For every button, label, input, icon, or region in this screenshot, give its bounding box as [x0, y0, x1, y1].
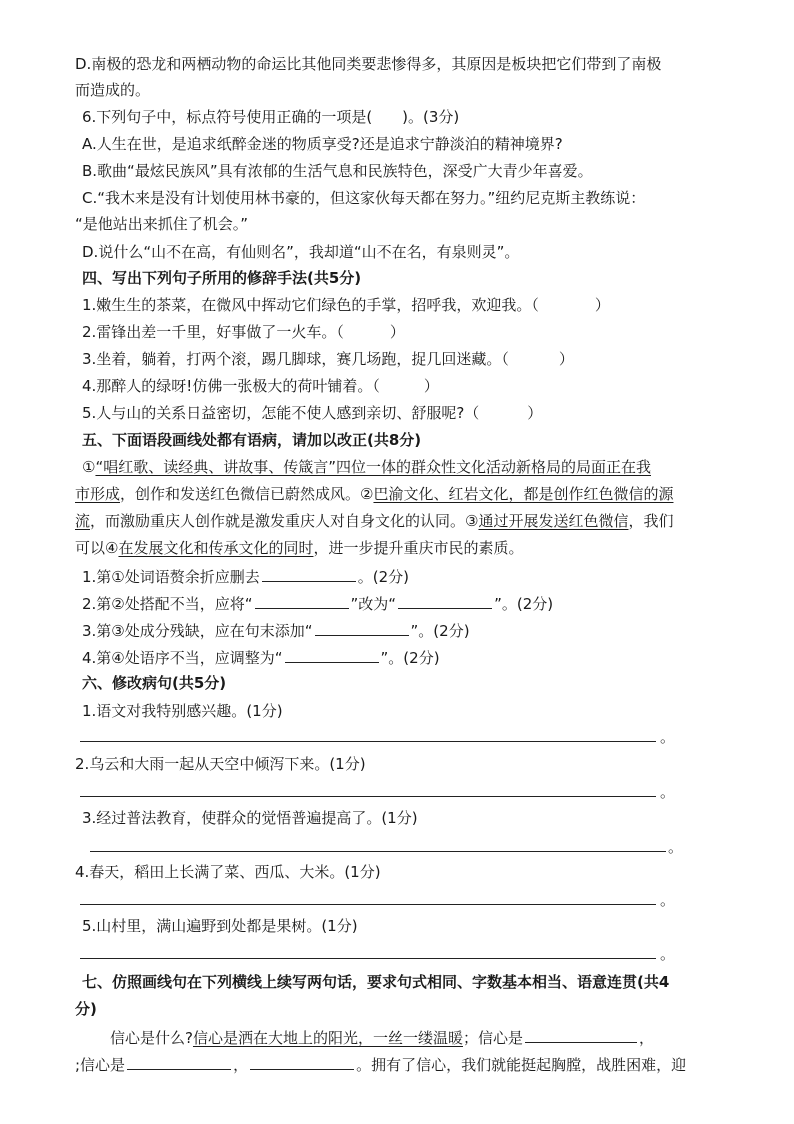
q6-option-c-line2: “是他站出来抓住了机会。” — [75, 215, 249, 233]
sec7-question: 信心是什么? — [110, 1029, 193, 1047]
sec6-end-mark-1: 。 — [660, 728, 676, 746]
sec5-q2-text-mid: ”改为“ — [350, 595, 397, 613]
sec4-item-5-close: ） — [527, 404, 543, 422]
q6-option-b: B.歌曲“最炫民族风”具有浓郁的生活气息和民族特色，深受广大青少年喜爱。 — [82, 162, 593, 180]
sec4-item-4 — [82, 374, 732, 400]
sec5-q2 — [82, 590, 732, 616]
sec6-answer-line-2[interactable] — [80, 796, 656, 797]
sec5-q4-text: 4.第④处语序不当，应调整为“ — [82, 649, 283, 667]
q5-option-d-line2: 而造成的。 — [75, 81, 151, 99]
q6-option-d: D.说什么“山不在高，有仙则名”，我却道“山不在名，有泉则灵”。 — [82, 243, 520, 261]
sec5-q4-points: ”。(2分) — [380, 649, 440, 667]
sec6-item-5: 5.山村里，满山遍野到处都是果树。(1分) — [82, 917, 358, 935]
section-7-title-line1: 七、仿照画线句在下列横线上续写两句话，要求句式相同、字数基本相当、语意连贯(共4 — [82, 973, 670, 991]
sec6-item-3: 3.经过普法教育，使群众的觉悟普遍提高了。(1分) — [82, 809, 418, 827]
section-4-title: 四、写出下列句子所用的修辞手法(共5分) — [82, 269, 362, 287]
sec4-item-2 — [82, 320, 732, 346]
q5-option-d-line1: D.南极的恐龙和两栖动物的命运比其他同类要悲惨得多，其原因是板块把它们带到了南极 — [75, 55, 662, 73]
section-6-title: 六、修改病句(共5分) — [82, 674, 227, 692]
passage-text: ，而激励重庆人创作就是激发重庆人对自身文化的认同。③ — [90, 512, 479, 530]
sec4-item-3 — [82, 347, 732, 373]
marker-1: ① — [82, 458, 96, 476]
sec4-item-5 — [82, 401, 732, 427]
underlined-error-4: 在发展文化和传承文化的同时 — [118, 539, 314, 557]
passage-text: ，创作和发送红色微信已蔚然成风。② — [120, 485, 374, 503]
sec5-passage-line4 — [75, 536, 732, 562]
sec5-passage-line1 — [82, 455, 732, 481]
sec7-line1 — [110, 1024, 732, 1050]
sec6-answer-line-4[interactable] — [80, 904, 656, 905]
answer-blank-3[interactable] — [315, 617, 409, 636]
sec6-item-2: 2.乌云和大雨一起从天空中倾泻下来。(1分) — [75, 755, 366, 773]
section-7-title-line2: 分) — [75, 1000, 97, 1018]
underlined-error-3: 通过开展发送红色微信 — [478, 512, 629, 530]
sec4-item-1 — [82, 293, 732, 319]
sec7-blank-2[interactable] — [127, 1051, 231, 1070]
sec7-model-sentence: 信心是洒在大地上的阳光，一丝一缕温暖 — [192, 1029, 463, 1047]
sec4-item-3-text: 3.坐着，躺着，打两个滚，踢几脚球，赛几场跑，捉几回迷藏。（ — [82, 350, 509, 368]
underlined-error-2a: 巴渝文化、红岩文化，都是创作红色微信的源 — [373, 485, 674, 503]
sec6-answer-line-3[interactable] — [90, 851, 666, 852]
sec4-item-2-text: 2.雷锋出差一千里，好事做了一火车。（ — [82, 323, 344, 341]
underlined-error-2b: 流 — [75, 512, 91, 530]
sec5-q3-points: ”。(2分) — [410, 622, 470, 640]
sec7-line2 — [75, 1051, 732, 1077]
sec7-text: ；信心是 — [462, 1029, 523, 1047]
q6-option-c-line1: C.“我木来是没有计划使用林书豪的，但这家伙每天都在努力。”纽约尼克斯主教练说： — [82, 189, 646, 207]
sec6-item-4: 4.春天，稻田上长满了菜、西瓜、大米。(1分) — [75, 863, 381, 881]
passage-text: 可以④ — [75, 539, 119, 557]
sec5-passage-line2 — [75, 482, 732, 508]
sec5-q4 — [82, 644, 732, 670]
sec4-item-3-close: ） — [558, 350, 574, 368]
sec5-q1-text: 1.第①处词语赘余折应删去 — [82, 568, 260, 586]
sec4-item-4-text: 4.那醉人的绿呀!仿佛一张极大的荷叶铺着。（ — [82, 377, 380, 395]
answer-blank-4[interactable] — [285, 644, 379, 663]
sec5-q3 — [82, 617, 732, 643]
sec5-q2-text: 2.第②处搭配不当，应将“ — [82, 595, 253, 613]
section-5-title: 五、下面语段画线处都有语病，请加以改正(共8分) — [82, 431, 422, 449]
sec4-item-4-close: ） — [423, 377, 439, 395]
sec5-q1 — [82, 563, 732, 589]
sec6-answer-line-5[interactable] — [80, 958, 656, 959]
q6-option-a: A.人生在世，是追求纸醉金迷的物质享受?还是追求宁静淡泊的精神境界? — [82, 135, 563, 153]
sec5-q1-points: 。(2分) — [357, 568, 410, 586]
sec7-blank-3[interactable] — [250, 1051, 354, 1070]
sec6-answer-line-1[interactable] — [80, 741, 656, 742]
sec5-passage-line3 — [75, 509, 732, 535]
sec7-comma: ， — [233, 1056, 249, 1074]
sec4-item-2-close: ） — [389, 323, 405, 341]
underlined-error-1b: 市形成 — [75, 485, 121, 503]
sec4-item-5-text: 5.人与山的关系日益密切，怎能不使人感到亲切、舒服呢?（ — [82, 404, 480, 422]
sec5-q2-points: ”。(2分) — [494, 595, 554, 613]
q6-stem: 6.下列句子中，标点符号使用正确的一项是( )。(3分) — [82, 108, 460, 126]
sec4-item-1-close: ） — [594, 296, 610, 314]
answer-blank-2b[interactable] — [398, 590, 492, 609]
sec6-end-mark-2: 。 — [660, 783, 676, 801]
sec7-blank-1[interactable] — [525, 1024, 637, 1043]
answer-blank-1[interactable] — [262, 563, 356, 582]
answer-blank-2a[interactable] — [255, 590, 349, 609]
sec7-text-end: 。拥有了信心，我们就能挺起胸膛，战胜困难，迎 — [356, 1056, 687, 1074]
passage-text: ，我们 — [628, 512, 674, 530]
sec5-q3-text: 3.第③处成分残缺，应在句末添加“ — [82, 622, 313, 640]
sec6-end-mark-5: 。 — [660, 945, 676, 963]
sec7-text: ;信心是 — [75, 1056, 126, 1074]
sec7-comma: ， — [639, 1029, 655, 1047]
sec6-end-mark-4: 。 — [660, 891, 676, 909]
sec6-end-mark-3: 。 — [668, 838, 684, 856]
sec6-item-1: 1.语文对我特别感兴趣。(1分) — [82, 702, 283, 720]
sec4-item-1-text: 1.嫩生生的茶菜，在微风中挥动它们绿色的手掌，招呼我，欢迎我。（ — [82, 296, 539, 314]
passage-text: ，进一步提升重庆市民的素质。 — [313, 539, 524, 557]
underlined-error-1a: “唱红歌、读经典、讲故事、传箴言”四位一体的群众性文化活动新格局的局面正在我 — [95, 458, 651, 476]
